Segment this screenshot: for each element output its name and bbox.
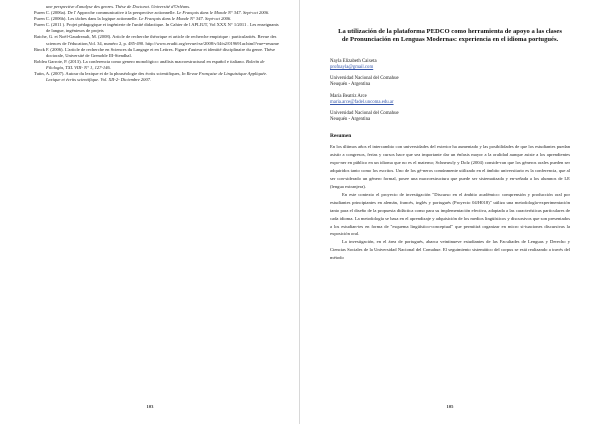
section-heading-resumen: Resumen [330, 133, 352, 140]
author-2 [330, 94, 570, 106]
page-number-right: 105 [446, 404, 454, 409]
reference-item: Tutin, A. (2007). Autour du lexique et de la phraséologie des écrits scientifiques, In Revue Française de Linguistique Appliquée. Lexique et écrits scientifique. Vol. XII-2- Diciembre 2007. [34, 71, 268, 83]
author-name: Nayla Elizabeth Caixeta [330, 58, 377, 64]
reference-item: Roblea Garrote, P. (2013). La conferencia como genero monológico: análisis macroestructural en español e italiano. Boletín de Filología, TXL VIII- N° 1, 127-146. [34, 58, 265, 70]
affiliation-1 [330, 76, 570, 88]
author-email-link[interactable]: profnayla@gmail.com [330, 65, 374, 71]
reference-item: Puren C. (2006b). Les tâches dans la logique actionnelle. Le Français dans le Monde N° 347. Sept-oct 2006. [34, 16, 232, 22]
reference-item: Raiche, G. et Noël-Gaudreault, M. (2008). Article de recherche théorique et article de recherche empirique : particularités. Revue des sciences de l'éducation,Vol. 34, numéro 2, p. 485-490. http://www.erudit.org/revue/rse/2008/v34/n2/019691ar.html?vue=resume [34, 34, 279, 46]
article-title: La utilización de la plataforma PEDCO como herramienta de apoyo a las clases de Pronunciación en Lenguas Modernas: experiencia en el idioma portugués. [338, 28, 562, 44]
affiliation-location: Neuquén - Argentina [330, 117, 371, 123]
reference-item: Rinck F. (2006). L'article de recherche en Sciences du Langage et en Lettres. Figure d'auteur et identité disciplinaire du genre. Thèse doctorale, Université de Grenoble III-Stendhal. [34, 46, 276, 58]
reference-item: Puren C. (2006a). De l' Approche communicative à la perspective actionnelle. Le Français dans le Monde N° 347. Sept-oct 2006. [34, 10, 270, 16]
paragraph: En los últimos años el intercambio con universidades del exterior ha aumentado y las posibilidades de que los estudiantes puedan asistir a congresos, ferias y cursos hace que sea importante dar un énfasis mayor a la oralidad aunque asiste a los aprendientes expo-ner en público en un idioma que no es el materno; Schneuwly y Dolz (2004) conside-ran que los géneros orales pueden ser adquiridos tanto como los escritos. Uno de los gé-neros comúnmente utilizado en el ámbito universitario es la conferencia, que al ser con-siderado un género formal, posee una macroestructura que puede ser sistematizada y en-señada a los alumnos de LE (lengua extranjera). [330, 144, 570, 189]
paragraph: La investigación, en el área de portugués, abarca veintinueve estudiantes de las Facultades de Lenguas y Derecho y Ciencias Sociales de la Universidad Nacional del Comahue. El seguimiento sistemático del corpus se está realizando a través del método [330, 239, 570, 261]
paragraph: En este contexto el proyecto de investigación "Discurso en el ámbito académico: comprensión y producción oral por estudiantes principiantes en alemán, francés, inglés y portugués (Proyecto 04/H018)" utiliza una metodología-experimentación tanto para el diseño de la propuesta didáctica como para su implementación efectiva, adaptada a las características particulares de cada idioma. La metodología se basa en el aprendizaje y adquisición de los medios lingüísticos y discursivos que son presentados a los estudian-tes en forma de "esquema lingüístico-conceptual" que permitirá organizar en micro si-tuaciones discursivas la exposición oral. [330, 191, 570, 237]
author-email-link[interactable]: maria.arce@fadel.uncoma.edu.ar [330, 99, 394, 105]
reference-continuation: une perspective d'analyse des genres. Thèse de Doctorat. Université d'Orléans. [46, 4, 191, 9]
author-1 [330, 59, 570, 71]
right-page [300, 0, 600, 424]
affiliation-2 [330, 111, 570, 123]
reference-item: Puren C. (2011 ). Projet pédagogique et ingénierie de l'unité didactique. In Cahier de l APLIUT, Vol XXX N° 1/2011 . Les enseignants de langue, ingénieurs de projets [34, 22, 279, 34]
author-name: María Beatriz Arce [330, 93, 367, 99]
page-number-left: 103 [146, 404, 154, 409]
affiliation-location: Neuquén - Argentina [330, 82, 371, 88]
abstract-body [330, 143, 570, 262]
references-list [34, 4, 280, 83]
affiliation-university: Universidad Nacional del Comahue [330, 76, 399, 82]
affiliation-university: Universidad Nacional del Comahue [330, 111, 399, 117]
